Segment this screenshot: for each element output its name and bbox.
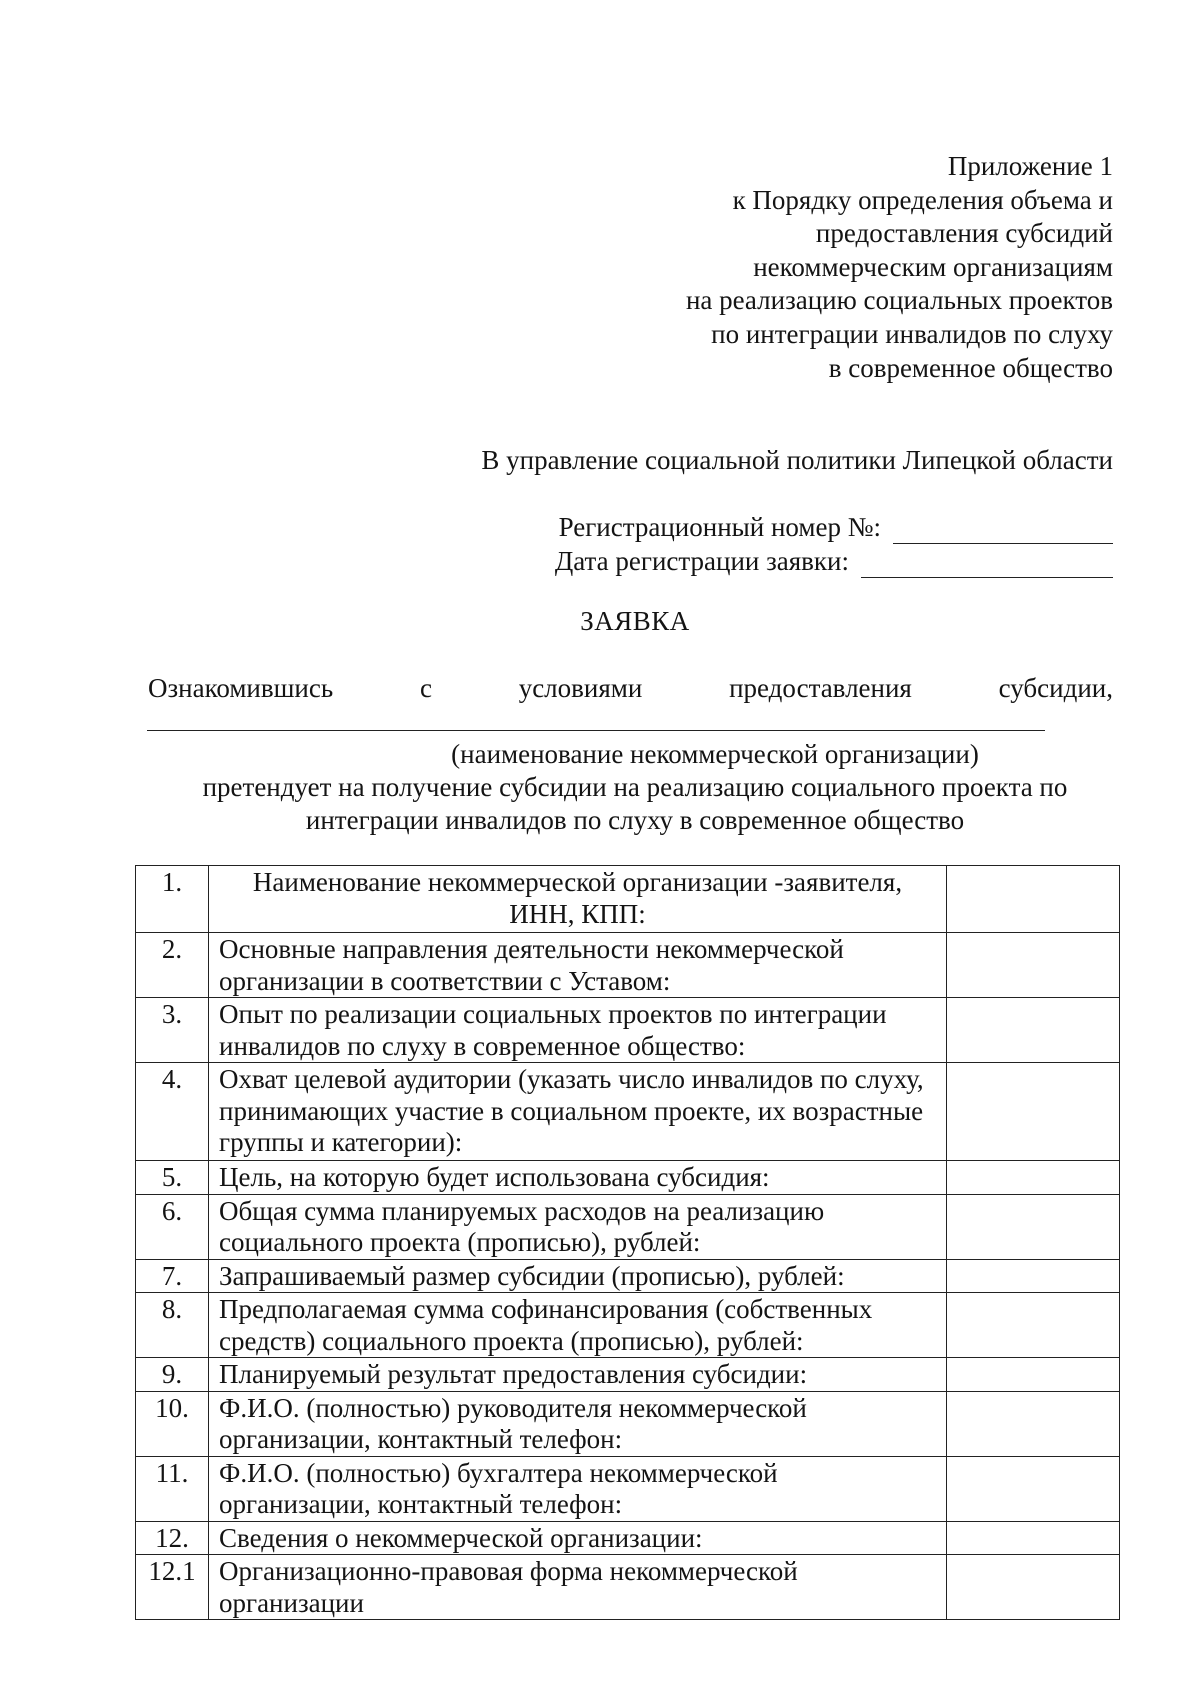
row-description: Цель, на которую будет использована субсидия: [209,1161,947,1195]
row-description: Запрашиваемый размер субсидии (прописью), рублей: [209,1259,947,1293]
row-value-cell[interactable] [947,1194,1120,1259]
registration-number-blank[interactable] [893,515,1113,544]
row-value-cell[interactable] [947,1358,1120,1392]
intro-word: условиями [518,673,643,703]
table-row [136,1521,1120,1555]
row-value-cell[interactable] [947,866,1120,933]
row-value-cell[interactable] [947,1063,1120,1161]
appendix-line: на реализацию социальных проектов [685,285,1113,316]
row-value-cell[interactable] [947,1293,1120,1358]
row-value-cell[interactable] [947,1555,1120,1620]
row-value-cell[interactable] [947,1521,1120,1555]
table-row [136,1391,1120,1456]
row-description: Ф.И.О. (полностью) бухгалтера некоммерческой организации, контактный телефон: [209,1456,947,1521]
registration-date-label: Дата регистрации заявки: [554,546,849,576]
document-title: ЗАЯВКА [580,606,690,636]
registration-date-row [555,545,1113,578]
intro-line [148,672,1113,705]
organization-name-caption: (наименование некоммерческой организации) [451,739,979,769]
row-description: Наименование некоммерческой организации -заявителя, ИНН, КПП: [209,866,947,933]
appendix-line: к Порядку определения объема и [732,184,1113,215]
row-number: 4. [136,1063,209,1161]
row-description: Основные направления деятельности некоммерческой организации в соответствии с Уставом: [209,933,947,998]
row-description: Сведения о некоммерческой организации: [209,1521,947,1555]
appendix-line: в современное общество [828,352,1113,383]
row-number: 12.1 [136,1555,209,1620]
table-row [136,866,1120,933]
row-value-cell[interactable] [947,1456,1120,1521]
row-number: 1. [136,866,209,933]
table-row [136,1259,1120,1293]
row-description: Опыт по реализации социальных проектов по интеграции инвалидов по слуху в современное общество: [209,998,947,1063]
intro-word: предоставления [729,673,912,703]
row-description: Организационно-правовая форма некоммерческой организации [209,1555,947,1620]
intro-word: Ознакомившись [148,673,334,703]
row-number: 10. [136,1391,209,1456]
appendix-line: предоставления субсидий [815,218,1113,249]
recipient-line: В управление социальной политики Липецкой области [481,445,1113,475]
row-number: 7. [136,1259,209,1293]
registration-number-label: Регистрационный номер №: [558,512,881,542]
table-row [136,1161,1120,1195]
appendix-line: Приложение 1 [947,151,1113,181]
row-number: 12. [136,1521,209,1555]
table-row [136,1456,1120,1521]
table-row [136,998,1120,1063]
row-value-cell[interactable] [947,998,1120,1063]
row-description: Предполагаемая сумма софинансирования (собственных средств) социального проекта (прописью), рублей: [209,1293,947,1358]
organization-name-blank[interactable] [147,730,1045,731]
table-row [136,1063,1120,1161]
appendix-header [686,150,1113,385]
row-description: Планируемый результат предоставления субсидии: [209,1358,947,1392]
claim-line: претендует на получение субсидии на реализацию социального проекта по [202,772,1068,802]
registration-number-row [559,511,1113,544]
table-row [136,1555,1120,1620]
table-row [136,1358,1120,1392]
row-description: Общая сумма планируемых расходов на реализацию социального проекта (прописью), рублей: [209,1194,947,1259]
registration-date-blank[interactable] [861,549,1113,578]
table-row [136,1194,1120,1259]
row-number: 9. [136,1358,209,1392]
row-number: 5. [136,1161,209,1195]
row-value-cell[interactable] [947,933,1120,998]
row-number: 8. [136,1293,209,1358]
table-row [136,933,1120,998]
row-number: 6. [136,1194,209,1259]
row-description: Охват целевой аудитории (указать число инвалидов по слуху, принимающих участие в социальном проекте, их возрастные группы и категории): [209,1063,947,1161]
claim-paragraph [0,771,1200,837]
row-number: 2. [136,933,209,998]
intro-word: субсидии, [998,673,1113,703]
claim-line: интеграции инвалидов по слуху в современное общество [305,805,965,835]
row-value-cell[interactable] [947,1391,1120,1456]
intro-word: с [419,673,432,703]
row-number: 3. [136,998,209,1063]
table-row [136,1293,1120,1358]
row-value-cell[interactable] [947,1161,1120,1195]
appendix-line: некоммерческим организациям [753,251,1113,282]
row-value-cell[interactable] [947,1259,1120,1293]
appendix-line: по интеграции инвалидов по слуху [711,318,1113,349]
row-description: Ф.И.О. (полностью) руководителя некоммерческой организации, контактный телефон: [209,1391,947,1456]
application-table [135,865,1120,1620]
row-number: 11. [136,1456,209,1521]
